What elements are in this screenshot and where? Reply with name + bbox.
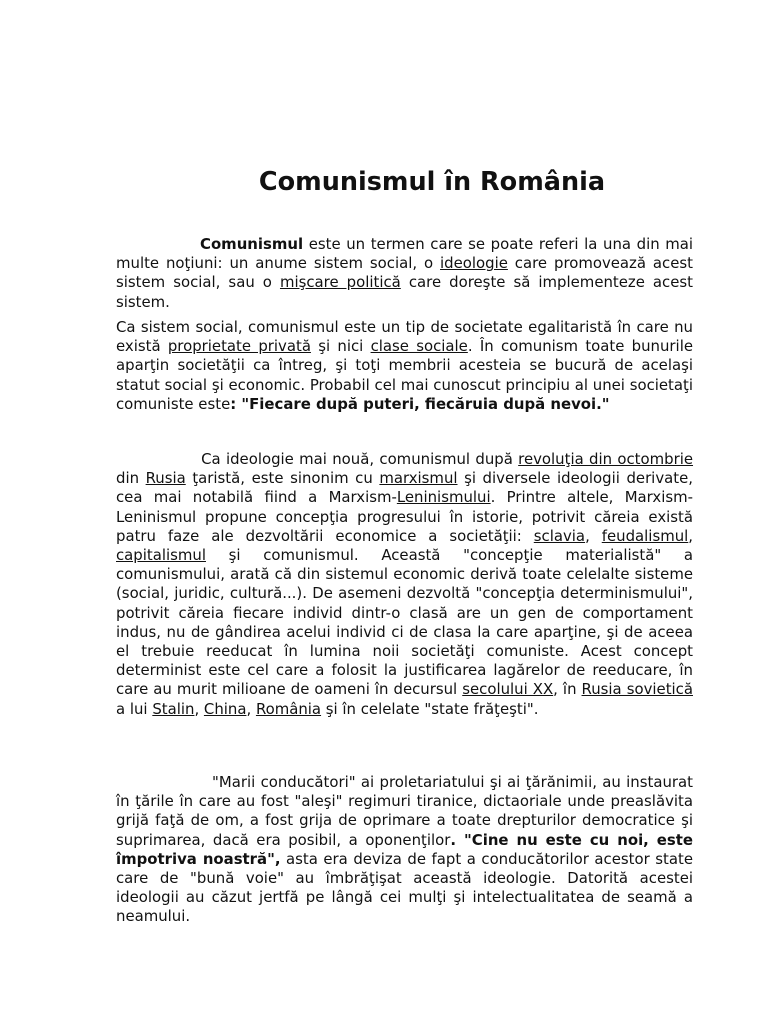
link-ideologie[interactable]: ideologie (440, 254, 508, 273)
text-run: şi comunismul. Această "concepţie materialistă" a comunismului, arată că din sistemul economic derivă toate celelalte sisteme (social, juridic, cultură...). De asemeni dezvoltă "concepţia determinismului", potrivit căreia fiecare individ dintr-o clasă are un gen de comportament indus, nu de gândirea acelui individ ci de clasa la care aparţine, şi de aceea el trebuie reeducat în lumina noii societăţi comuniste. Acest concept determinist este cel care a folosit la justificarea lagărelor de reeducare, în care au murit milioane de oameni în decursul (116, 546, 693, 699)
text-run: şi în celelate "state frăţeşti". (321, 699, 539, 718)
text-run: care doreşte să implementeze acest sistem. (116, 273, 694, 311)
link-mişcare-politică[interactable]: mişcare politică (279, 273, 401, 292)
text-run: şi nici (310, 337, 371, 356)
text-run: "Marii conducători" ai proletariatului şi ai ţărănimii, au instaurat în ţările în care au fost "aleşi" regimuri tiranice, dictaoriale unde preaslăvita grijă faţă de om, a fost grija de oprimare a toate drepturilor democratice şi suprimarea, dacă era posibil, a oponenţilor (116, 773, 693, 849)
text-run (116, 235, 200, 253)
text-run: Ca ideologie mai nouă, comunismul după (116, 450, 519, 468)
link-capitalismul[interactable]: capitalismul (116, 546, 206, 565)
link-leninismului[interactable]: Leninismului (396, 488, 491, 507)
text-run: a lui (116, 699, 153, 718)
paragraph-2 (116, 318, 693, 414)
text-run: , (688, 526, 694, 545)
link-revoluţia-din-octombrie[interactable]: revoluţia din octombrie (518, 450, 694, 468)
text-run: este un termen care se poate referi la una din mai multe noţiuni: un anume sistem social, o (116, 235, 694, 273)
link-stalin[interactable]: Stalin (152, 699, 195, 718)
link-sclavia[interactable]: sclavia (533, 526, 586, 545)
text-run: , (585, 526, 602, 545)
paragraph-1 (116, 235, 693, 312)
text-run: şi diversele ideologii derivate, cea mai notabilă fiind a Marxism- (116, 469, 693, 507)
text-run: din (116, 469, 146, 488)
bold-text: Comunismul (200, 235, 304, 253)
link-marxismul[interactable]: marxismul (379, 469, 458, 488)
text-run: care promovează acest sistem social, sau o (116, 254, 693, 292)
link-china[interactable]: China (203, 699, 247, 718)
page-title: Comunismul în România (258, 167, 606, 197)
text-run: ţaristă, este sinonim cu (185, 469, 380, 488)
link-proprietate-privată[interactable]: proprietate privată (167, 337, 311, 356)
text-run: , (246, 699, 256, 718)
text-run: Ca sistem social, comunismul este un tip de societate egalitaristă în care nu există (116, 318, 693, 356)
bold-text: : "Fiecare după puteri, fiecăruia după nevoi." (230, 394, 610, 413)
link-rusia[interactable]: Rusia (145, 469, 186, 488)
text-run: . Printre altele, Marxism-Leninismul propune concepţia progresului în istorie, potrivit căreia există patru faze ale dezvoltării economice a societăţii: (116, 488, 693, 545)
link-românia[interactable]: România (255, 699, 322, 718)
text-run: , în (553, 680, 582, 699)
link-feudalismul[interactable]: feudalismul (601, 526, 689, 545)
text-run: . În comunism toate bunurile aparţin societăţii ca întreg, şi toţi membrii acesteia se bucură de acelaşi statut social şi economic. Probabil cel mai cunoscut principiu al unei societaţi comuniste este (116, 337, 693, 413)
paragraph-3 (116, 450, 693, 719)
paragraph-4 (116, 773, 693, 927)
link-rusia-sovietică[interactable]: Rusia sovietică (581, 680, 693, 699)
link-secolului-xx[interactable]: secolului XX (462, 680, 554, 699)
link-clase-sociale[interactable]: clase sociale (370, 337, 468, 356)
text-run: , (194, 699, 204, 718)
bold-text: . "Cine nu este cu noi, este împotriva noastră", (116, 830, 693, 868)
text-run: asta era deviza de fapt a conducătorilor acestor state care de "bună voie" au îmbrăţişat această ideologie. Datorită acestei ideologii au căzut jertfă pe lângă cei mulţi şi intelectualitatea de seamă a neamului. (116, 849, 693, 926)
